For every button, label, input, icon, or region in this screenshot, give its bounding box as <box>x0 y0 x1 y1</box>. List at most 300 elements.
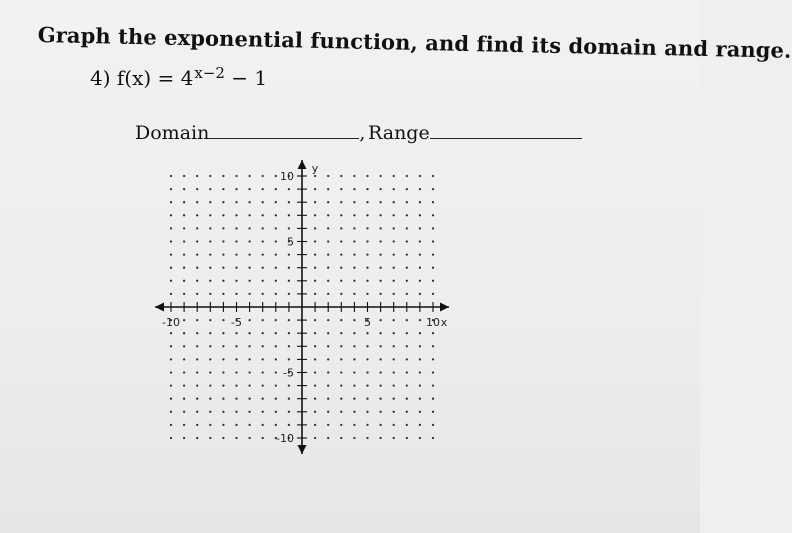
grid-dot <box>353 227 355 229</box>
grid-dot <box>196 227 198 229</box>
grid-dot <box>222 345 224 347</box>
grid-dot <box>235 437 237 439</box>
grid-dot <box>353 188 355 190</box>
grid-dot <box>183 319 185 321</box>
grid-dot <box>209 358 211 360</box>
grid-dot <box>340 358 342 360</box>
grid-dot <box>419 358 421 360</box>
grid-dot <box>248 384 250 386</box>
grid-dot <box>353 332 355 334</box>
grid-dot <box>262 293 264 295</box>
grid-dot <box>196 319 198 321</box>
grid-dot <box>419 227 421 229</box>
grid-dot <box>235 267 237 269</box>
grid-dot <box>275 345 277 347</box>
grid-dot <box>288 201 290 203</box>
grid-dot <box>379 371 381 373</box>
grid-dot <box>366 175 368 177</box>
grid-dot <box>314 384 316 386</box>
grid-dot <box>419 280 421 282</box>
grid-dot <box>248 332 250 334</box>
grid-dot <box>275 411 277 413</box>
grid-dot <box>222 214 224 216</box>
grid-dot <box>196 214 198 216</box>
y-tick-label: -5 <box>283 366 294 380</box>
grid-dot <box>393 424 395 426</box>
grid-dot <box>406 267 408 269</box>
grid-dot <box>222 437 224 439</box>
grid-dot <box>406 345 408 347</box>
grid-dot <box>379 253 381 255</box>
y-tick-label: 10 <box>280 170 294 183</box>
grid-dot <box>275 371 277 373</box>
grid-dot <box>340 188 342 190</box>
grid-dot <box>366 214 368 216</box>
grid-dot <box>288 319 290 321</box>
grid-dot <box>196 345 198 347</box>
grid-dot <box>327 345 329 347</box>
grid-dot <box>432 227 434 229</box>
grid-dot <box>327 201 329 203</box>
grid-dot <box>235 175 237 177</box>
grid-dot <box>209 253 211 255</box>
grid-dot <box>183 411 185 413</box>
grid-dot <box>327 384 329 386</box>
grid-dot <box>393 188 395 190</box>
grid-dot <box>235 201 237 203</box>
grid-dot <box>314 293 316 295</box>
grid-dot <box>353 240 355 242</box>
grid-dot <box>235 253 237 255</box>
grid-dot <box>262 319 264 321</box>
grid-dot <box>419 332 421 334</box>
grid-dot <box>196 201 198 203</box>
grid-dot <box>406 437 408 439</box>
grid-dot <box>314 175 316 177</box>
grid-dot <box>432 424 434 426</box>
grid-dot <box>248 214 250 216</box>
grid-dot <box>183 398 185 400</box>
grid-dot <box>406 201 408 203</box>
grid-dot <box>406 424 408 426</box>
tick-labels <box>162 162 448 445</box>
grid-dot <box>327 240 329 242</box>
grid-dot <box>327 293 329 295</box>
grid-dot <box>288 227 290 229</box>
grid-dot <box>235 411 237 413</box>
grid-dot <box>432 253 434 255</box>
grid-dot <box>288 332 290 334</box>
problem-number: 4) <box>90 66 111 90</box>
grid-dot <box>248 188 250 190</box>
grid-dot <box>366 293 368 295</box>
grid-dot <box>406 332 408 334</box>
grid-dot <box>222 424 224 426</box>
grid-dot <box>379 411 381 413</box>
grid-dot <box>222 411 224 413</box>
grid-dot <box>379 267 381 269</box>
grid-dot <box>248 280 250 282</box>
grid-dot <box>379 227 381 229</box>
grid-dot <box>419 188 421 190</box>
grid-dot <box>183 437 185 439</box>
grid-dot <box>419 175 421 177</box>
grid-dot <box>275 358 277 360</box>
grid-dot <box>288 214 290 216</box>
grid-dot <box>406 319 408 321</box>
grid-dot <box>235 424 237 426</box>
grid-dot <box>288 345 290 347</box>
grid-dot <box>196 175 198 177</box>
grid-dot <box>170 371 172 373</box>
grid-dot <box>366 280 368 282</box>
grid-dot <box>314 280 316 282</box>
function-tail: − 1 <box>224 66 268 90</box>
grid-dot <box>288 358 290 360</box>
grid-dot <box>262 411 264 413</box>
grid-dot <box>393 280 395 282</box>
grid-dot <box>340 371 342 373</box>
grid-dot <box>327 227 329 229</box>
grid-dot <box>209 398 211 400</box>
grid-dot <box>196 280 198 282</box>
grid-dot <box>209 437 211 439</box>
grid-dot <box>327 398 329 400</box>
grid-dot <box>340 384 342 386</box>
grid-dot <box>327 411 329 413</box>
grid-dot <box>353 345 355 347</box>
grid-dot <box>288 253 290 255</box>
grid-dot <box>262 424 264 426</box>
grid-dot <box>379 293 381 295</box>
x-tick-label: 10 <box>426 316 440 329</box>
grid-dot <box>340 293 342 295</box>
grid-dot <box>366 424 368 426</box>
grid-dot <box>432 240 434 242</box>
grid-dot <box>353 398 355 400</box>
grid-dot <box>196 358 198 360</box>
grid-dot <box>327 424 329 426</box>
grid-dot <box>432 188 434 190</box>
grid-dot <box>314 188 316 190</box>
grid-dot <box>196 371 198 373</box>
grid-dot <box>222 358 224 360</box>
x-tick-label: -5 <box>231 316 242 329</box>
grid-dot <box>419 293 421 295</box>
grid-dot <box>406 214 408 216</box>
grid-dot <box>327 280 329 282</box>
grid-dot <box>314 437 316 439</box>
grid-dot <box>379 214 381 216</box>
grid-dot <box>235 227 237 229</box>
grid-dot <box>183 358 185 360</box>
grid-dot <box>419 253 421 255</box>
grid-dot <box>340 319 342 321</box>
grid-dot <box>379 345 381 347</box>
grid-dot <box>235 280 237 282</box>
y-axis-down-arrow <box>298 445 307 454</box>
grid-dot <box>196 293 198 295</box>
grid-dot <box>262 267 264 269</box>
grid-dot <box>170 280 172 282</box>
grid-dot <box>419 384 421 386</box>
grid-dot <box>340 345 342 347</box>
grid-dot <box>393 227 395 229</box>
grid-dot <box>235 332 237 334</box>
grid-dot <box>366 240 368 242</box>
grid-dot <box>288 267 290 269</box>
grid-dot <box>222 188 224 190</box>
grid-dot <box>432 345 434 347</box>
grid-dot <box>419 398 421 400</box>
grid-dot <box>406 188 408 190</box>
grid-dot <box>183 175 185 177</box>
grid-dot <box>432 214 434 216</box>
grid-dot <box>432 201 434 203</box>
grid-dot <box>314 424 316 426</box>
grid-dot <box>209 411 211 413</box>
grid-dot <box>222 371 224 373</box>
grid-dot <box>327 214 329 216</box>
grid-dot <box>209 280 211 282</box>
grid-dot <box>314 411 316 413</box>
grid-dot <box>262 371 264 373</box>
grid-dot <box>393 358 395 360</box>
grid-dot <box>275 267 277 269</box>
grid-dot <box>432 280 434 282</box>
grid-dot <box>183 332 185 334</box>
grid-dot <box>406 175 408 177</box>
grid-dot <box>340 240 342 242</box>
x-axis-left-arrow <box>155 303 164 312</box>
grid-dot <box>248 358 250 360</box>
grid-dot <box>248 227 250 229</box>
grid-dot <box>366 332 368 334</box>
grid-dot <box>222 384 224 386</box>
grid-dot <box>275 280 277 282</box>
x-tick-label: 5 <box>364 316 371 329</box>
grid-dot <box>393 398 395 400</box>
grid-dot <box>353 175 355 177</box>
grid-dot <box>248 253 250 255</box>
grid-dot <box>393 214 395 216</box>
grid-dot <box>209 319 211 321</box>
grid-dot <box>248 437 250 439</box>
grid-dot <box>248 319 250 321</box>
grid-dot <box>183 227 185 229</box>
grid-dot <box>379 398 381 400</box>
grid-dot <box>340 227 342 229</box>
grid-dot <box>275 319 277 321</box>
grid-dot <box>288 188 290 190</box>
grid-dot <box>248 371 250 373</box>
grid-dot <box>366 267 368 269</box>
grid-dot <box>379 437 381 439</box>
grid-dot <box>170 293 172 295</box>
grid-dot <box>327 175 329 177</box>
grid-dot <box>379 188 381 190</box>
grid-dot <box>406 398 408 400</box>
grid-dot <box>262 227 264 229</box>
grid-dot <box>406 371 408 373</box>
grid-dot <box>275 188 277 190</box>
grid-dot <box>327 319 329 321</box>
grid-dot <box>340 267 342 269</box>
grid-dot <box>262 437 264 439</box>
grid-dot <box>393 201 395 203</box>
grid-dot <box>170 345 172 347</box>
grid-dot <box>262 188 264 190</box>
grid-dot <box>170 227 172 229</box>
grid-dot <box>275 332 277 334</box>
grid-dot <box>222 227 224 229</box>
grid-dot <box>432 437 434 439</box>
grid-dot <box>262 384 264 386</box>
grid-dot <box>209 240 211 242</box>
y-tick-label: 5 <box>287 235 294 249</box>
grid-dot <box>275 201 277 203</box>
grid-dot <box>222 398 224 400</box>
grid-dot <box>262 214 264 216</box>
grid-dot <box>393 240 395 242</box>
grid-dot <box>366 437 368 439</box>
y-axis-label: y <box>311 162 319 175</box>
grid-dot <box>170 398 172 400</box>
grid-dot <box>393 411 395 413</box>
function-exponent: x−2 <box>194 64 225 82</box>
grid-dot <box>419 424 421 426</box>
grid-dot <box>379 358 381 360</box>
grid-dot <box>235 398 237 400</box>
grid-dot <box>393 384 395 386</box>
grid-dot <box>183 384 185 386</box>
grid-dot <box>353 358 355 360</box>
grid-dot <box>340 175 342 177</box>
grid-dot <box>288 411 290 413</box>
grid-dot <box>393 371 395 373</box>
grid-dot <box>170 175 172 177</box>
grid-dot <box>419 371 421 373</box>
grid-dot <box>209 188 211 190</box>
grid-dot <box>275 227 277 229</box>
grid-dot <box>419 267 421 269</box>
grid-dot <box>209 345 211 347</box>
grid-dot <box>170 384 172 386</box>
grid-dot <box>235 214 237 216</box>
grid-dot <box>340 201 342 203</box>
grid-dot <box>275 253 277 255</box>
grid-dot <box>366 398 368 400</box>
grid-dot <box>353 214 355 216</box>
function-lhs: f(x) = 4 <box>116 66 194 90</box>
grid-dot <box>235 384 237 386</box>
grid-dot <box>327 358 329 360</box>
grid-dot <box>393 332 395 334</box>
grid-dot <box>170 188 172 190</box>
grid-dot <box>275 293 277 295</box>
grid-dot <box>366 188 368 190</box>
grid-dot <box>262 280 264 282</box>
grid-dot <box>235 240 237 242</box>
grid-dot <box>170 358 172 360</box>
grid-dot <box>366 371 368 373</box>
grid-dot <box>432 332 434 334</box>
grid-dot <box>209 201 211 203</box>
grid-dot <box>353 371 355 373</box>
grid-dot <box>209 371 211 373</box>
grid-dot <box>183 214 185 216</box>
grid-dot <box>170 411 172 413</box>
grid-dot <box>393 293 395 295</box>
grid-dot <box>209 424 211 426</box>
grid-dot <box>183 267 185 269</box>
grid-dot <box>235 345 237 347</box>
grid-dot <box>209 214 211 216</box>
grid-dot <box>183 293 185 295</box>
grid-dot <box>314 267 316 269</box>
grid-dot <box>379 201 381 203</box>
grid-dot <box>170 253 172 255</box>
grid-dot <box>432 398 434 400</box>
grid-dot <box>183 253 185 255</box>
grid-dot <box>235 188 237 190</box>
grid-dot <box>288 398 290 400</box>
grid-dot <box>406 253 408 255</box>
grid-dot <box>183 188 185 190</box>
grid-dot <box>353 424 355 426</box>
grid-dot <box>288 384 290 386</box>
grid-dot <box>170 424 172 426</box>
grid-dot <box>314 201 316 203</box>
grid-dot <box>288 424 290 426</box>
grid-dot <box>275 175 277 177</box>
grid-dot <box>196 437 198 439</box>
grid-dot <box>262 345 264 347</box>
grid-dot <box>379 319 381 321</box>
grid-dot <box>248 293 250 295</box>
grid-dot <box>406 358 408 360</box>
grid-dot <box>170 201 172 203</box>
grid-dot <box>327 332 329 334</box>
grid-dot <box>314 319 316 321</box>
grid-dot <box>196 240 198 242</box>
grid-dot <box>432 267 434 269</box>
grid-dot <box>406 227 408 229</box>
instructions-text: Graph the exponential function, and find its domain and range. <box>37 22 792 63</box>
grid-dot <box>366 201 368 203</box>
grid-dot <box>314 227 316 229</box>
grid-dot <box>196 188 198 190</box>
grid-dot <box>275 424 277 426</box>
grid-dot <box>170 214 172 216</box>
x-axis-right-arrow <box>440 303 449 312</box>
y-tick-label: -10 <box>276 432 294 445</box>
grid-dot <box>248 175 250 177</box>
grid-dot <box>314 398 316 400</box>
x-axis-label: x <box>440 316 448 329</box>
grid-dot <box>183 201 185 203</box>
grid-dot <box>379 240 381 242</box>
grid-dot <box>314 371 316 373</box>
grid-dot <box>327 371 329 373</box>
grid-dot <box>366 411 368 413</box>
grid-dot <box>327 437 329 439</box>
grid-dot <box>209 175 211 177</box>
grid-dot <box>196 332 198 334</box>
grid-dot <box>353 267 355 269</box>
grid-dot <box>340 280 342 282</box>
grid-dot <box>366 384 368 386</box>
